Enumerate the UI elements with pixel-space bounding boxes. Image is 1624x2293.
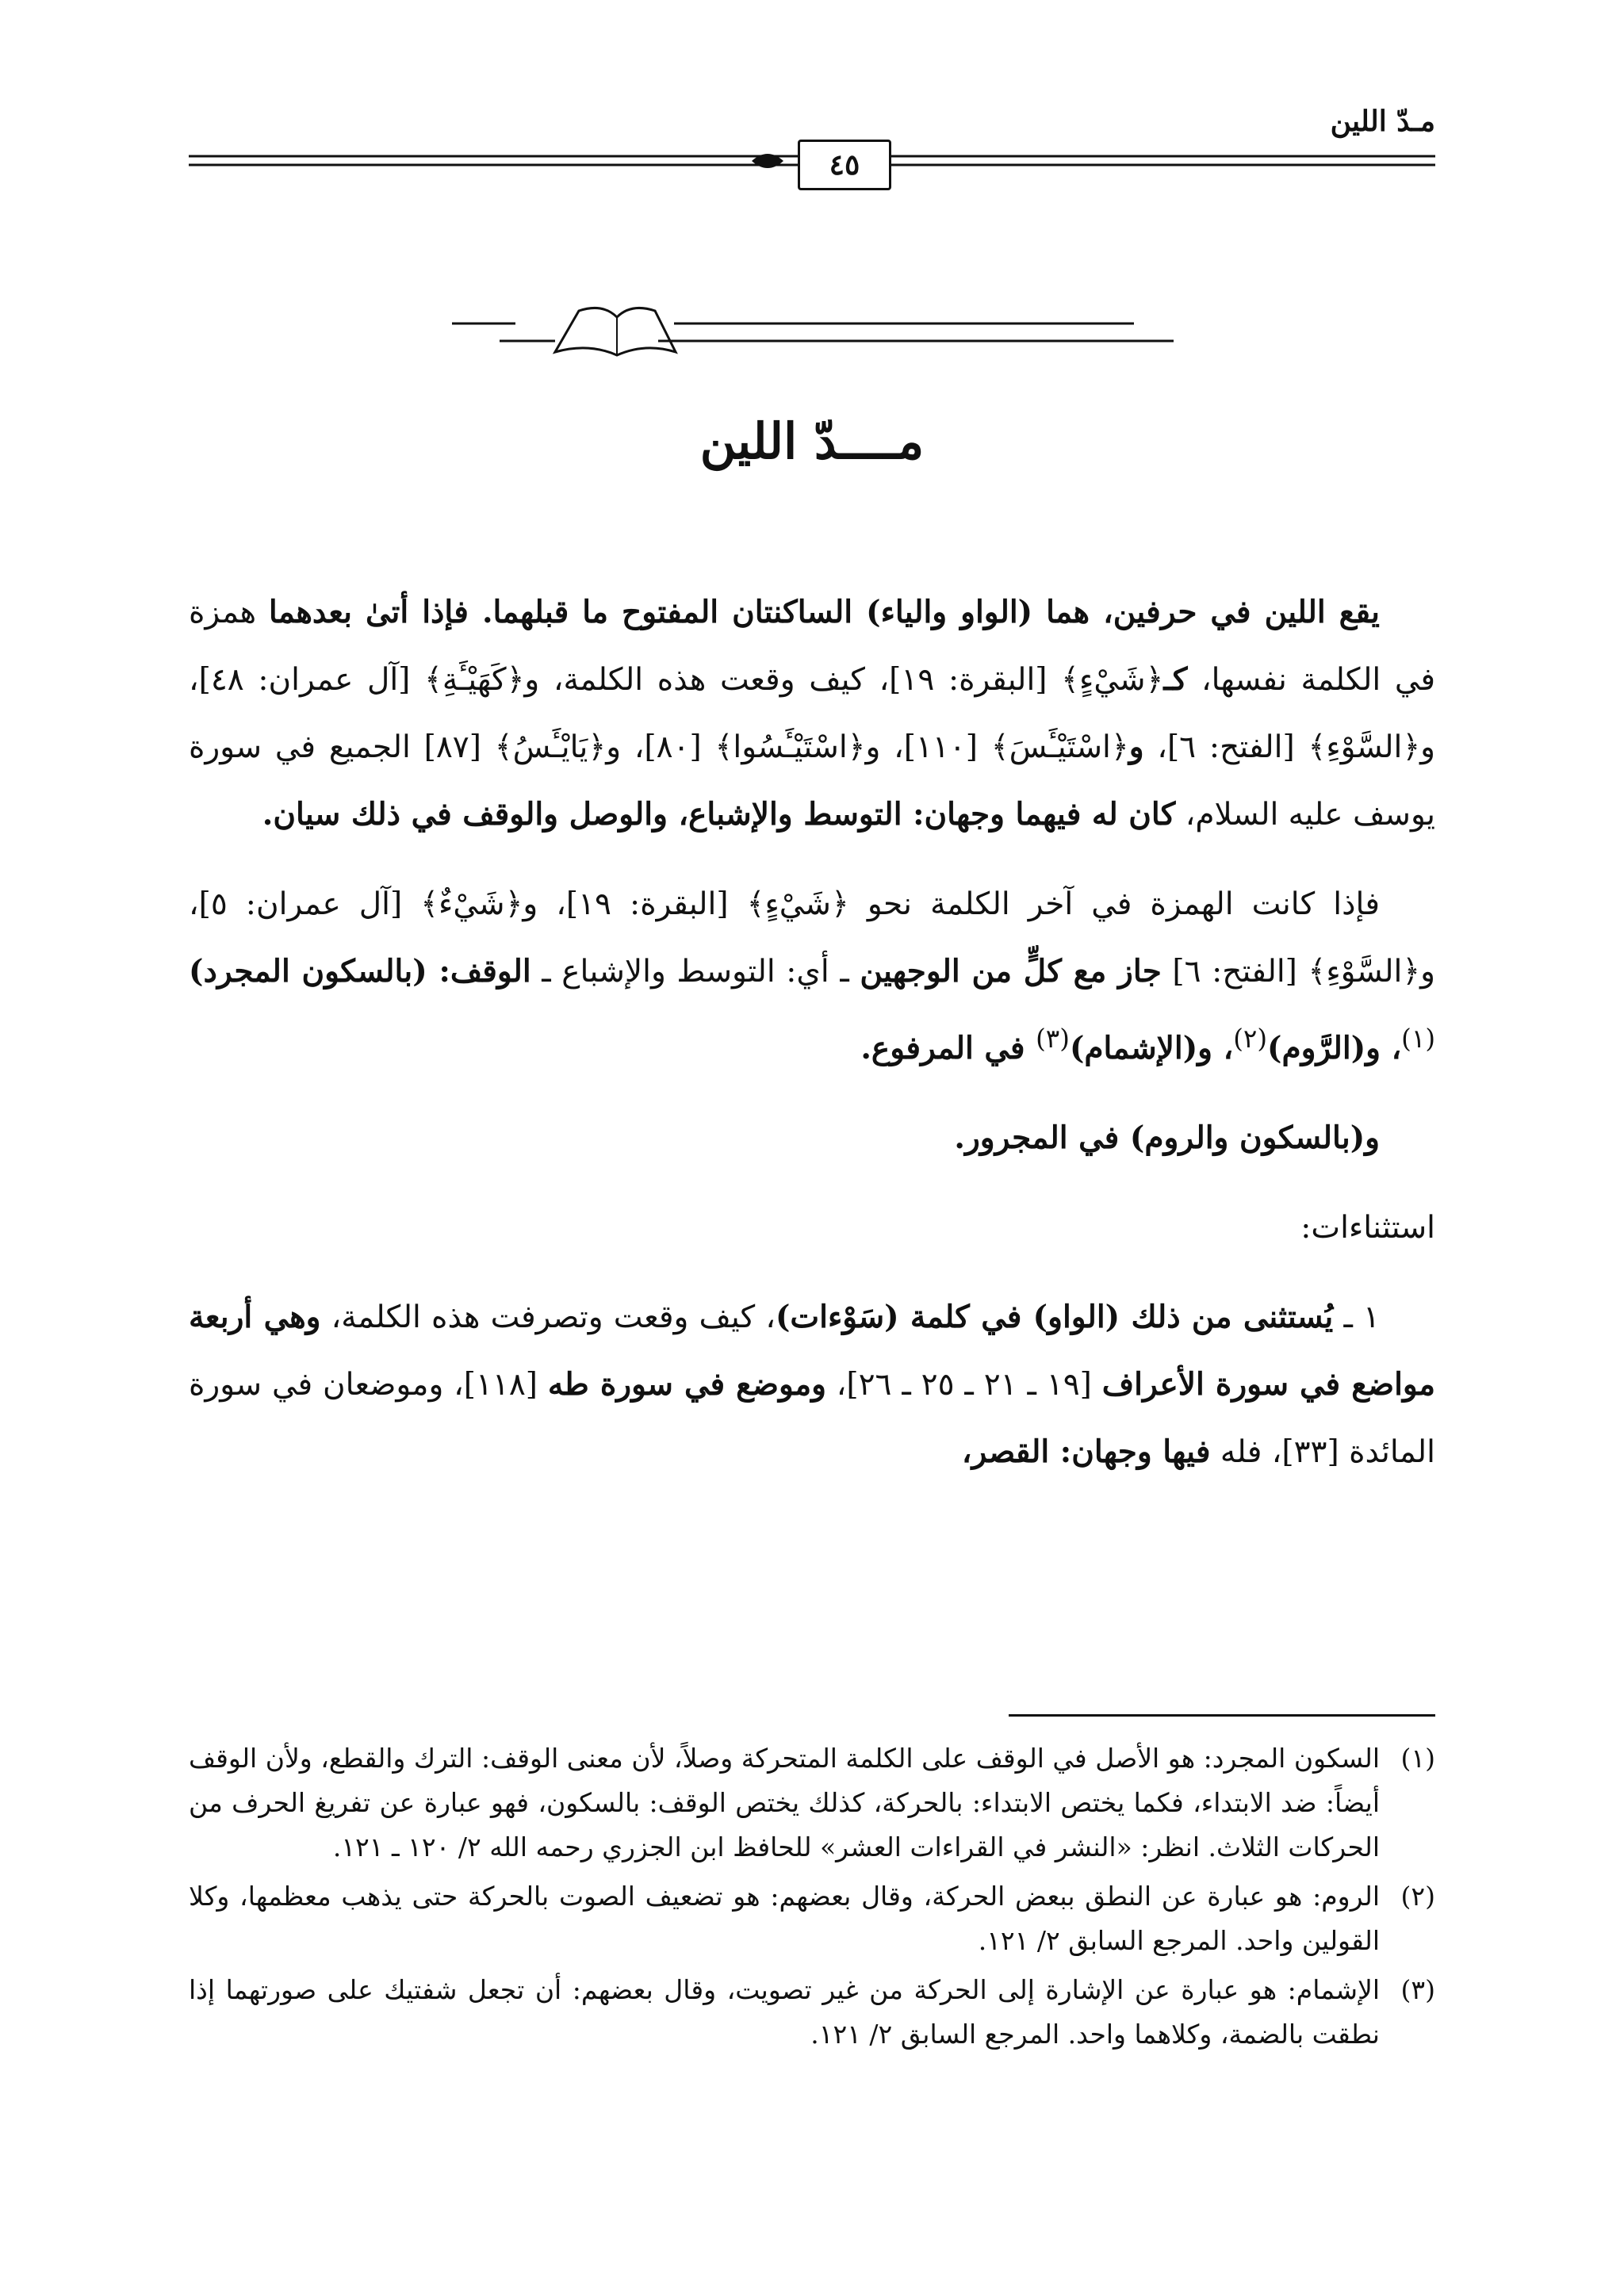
page-number: ٤٥ — [798, 140, 891, 190]
footnote-ref-3: (٣) — [1036, 1024, 1070, 1054]
text-span: ـ أي: التوسط والإشباع ـ — [530, 954, 860, 990]
text-span: ، كيف وقعت وتصرفت هذه الكلمة، — [320, 1300, 776, 1335]
text-span: ﴿اسْتَيْـَٔسَ﴾ [١١٠]، و﴿اسْتَيْـَٔسُوا﴾ [٨٠]، و﴿يَايْـَٔسُ﴾ [٨٧] الجميع في سورة يوسف عليه السلام، — [189, 729, 1435, 833]
text-span: في المرفوع. — [860, 1030, 1036, 1066]
footnote-number: (١) — [1400, 1743, 1435, 1774]
text-span: ، و(الرَّوم) — [1267, 1030, 1402, 1066]
book-icon — [452, 300, 1174, 360]
body-text — [189, 579, 1435, 1486]
footnote-number: (٣) — [1400, 1974, 1435, 2005]
footnote-number: (٢) — [1400, 1881, 1435, 1912]
paragraph-3: و(بالسكون والروم) في المجرور. — [954, 1120, 1380, 1156]
chapter-title: مــــدّ اللين — [699, 412, 925, 470]
running-header: مـدّ اللين — [1330, 105, 1435, 138]
text-span: جاز مع كلٍّ من الوجهين — [860, 953, 1162, 990]
text-span: همزة في الكلمة نفسها، — [189, 595, 1435, 698]
text-span: [١٩ ـ ٢١ ـ ٢٥ ـ ٢٦]، — [825, 1367, 1102, 1403]
footnote — [189, 1736, 1435, 1870]
footnotes — [189, 1736, 1435, 2061]
text-span: يقع اللين في حرفين، هما (الواو والياء) الساكنتان المفتوح ما قبلهما. فإذا أتىٰ بعدهما — [268, 594, 1380, 630]
text-span: ﴿شَيْءٍ﴾ [البقرة: ١٩]، كيف وقعت هذه الكلمة، و﴿كَهَيْـَٔةِ﴾ [آل عمران: ٤٨]، و﴿السَّوْءِ﴾ [الفتح: ٦]، — [189, 662, 1436, 765]
text-span: ١ ـ — [1333, 1300, 1380, 1335]
footnote-ref-2: (٢) — [1233, 1024, 1268, 1054]
text-span: [١١٨]، وموضعان في سورة المائدة [٣٣]، فله — [189, 1367, 1435, 1470]
footnote — [189, 1968, 1435, 2057]
footnote-text: السكون المجرد: هو الأصل في الوقف على الكلمة المتحركة وصلاً، لأن معنى الوقف: الترك والقطع، ولأن الوقف أيضاً: ضد الابتداء، فكما يختص الابتداء: بالحركة، كذلك يختص الوقف: بالسكون، فهو عبارة عن تفريغ الحرف من الحركات الثلاث. انظر: «النشر في القراءات العشر» للحافظ ابن الجزري رحمه الله ٢/ ١٢٠ ـ ١٢١. — [189, 1743, 1380, 1862]
text-span: فيها وجهان: القصر، — [961, 1434, 1211, 1470]
paragraph-5 — [189, 1284, 1435, 1486]
text-span: فإذا كانت الهمزة في آخر الكلمة نحو ﴿شَيْءٍ﴾ [البقرة: ١٩]، و﴿شَيْءٌ﴾ [آل عمران: ٥]، و﴿السَّوْءِ﴾ [الفتح: ٦] — [189, 886, 1435, 990]
footnote-separator — [1009, 1714, 1435, 1717]
text-span: كـ — [1163, 661, 1188, 698]
paragraph-1 — [189, 579, 1435, 848]
text-span: الوقف: (بالسكون المجرد) — [189, 953, 531, 990]
footnote-ref-1: (١) — [1401, 1024, 1435, 1054]
footnote-text: الروم: هو عبارة عن النطق ببعض الحركة، وقال بعضهم: هو تضعيف الصوت بالحركة حتى يذهب معظمها، وكلا القولين واحد. المرجع السابق ٢/ ١٢١. — [189, 1881, 1380, 1956]
text-span: وموضع في سورة طه — [547, 1366, 826, 1403]
footnote — [189, 1874, 1435, 1963]
text-span: وهي أربعة مواضع في سورة الأعراف — [189, 1299, 1435, 1403]
text-span: يُستثنى من ذلك (الواو) في كلمة (سَوْءات) — [775, 1299, 1334, 1335]
text-span: ، و(الإشمام) — [1069, 1030, 1234, 1066]
exceptions-heading: استثناءات: — [1300, 1210, 1435, 1246]
paragraph-2 — [189, 871, 1435, 1082]
text-span: و — [1128, 729, 1144, 765]
footnote-text: الإشمام: هو عبارة عن الإشارة إلى الحركة من غير تصويت، وقال بعضهم: أن تجعل شفتيك على صورتهما إذا نطقت بالضمة، وكلاهما واحد. المرجع السابق ٢/ ١٢١. — [189, 1974, 1380, 2050]
text-span: كان له فيهما وجهان: التوسط والإشباع، والوصل والوقف في ذلك سيان. — [262, 796, 1176, 833]
